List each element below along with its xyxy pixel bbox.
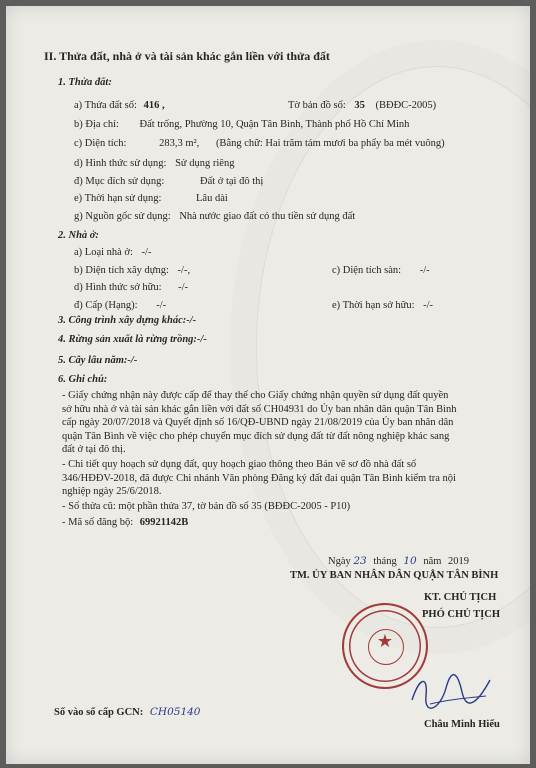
grade-label: đ) Cấp (Hạng): bbox=[74, 300, 138, 311]
build-area-value: -/-, bbox=[177, 265, 191, 276]
floor-area-label: c) Diện tích sàn: bbox=[332, 265, 402, 276]
notes-paragraph-3 bbox=[62, 500, 350, 514]
note-line: 346/HĐĐV-2018, đã được Chi nhánh Văn phòng Đăng ký đất đai quận Tân Bình kiểm tra nội bbox=[62, 472, 456, 484]
book-code-value: 69921142B bbox=[139, 517, 189, 528]
note-line: quận Tân Bình về việc cho phép chuyển mục đích sử dụng đất từ đất nông nghiệp khác sang bbox=[62, 430, 450, 442]
ownership-row bbox=[74, 281, 188, 294]
note-line: đất ở tại đô thị. bbox=[62, 444, 126, 455]
forest-heading: 4. Rừng sản xuất là rừng trồng:-/- bbox=[58, 334, 207, 345]
issue-date-row bbox=[328, 555, 469, 568]
ownership-term-value: -/- bbox=[423, 300, 434, 311]
house-type-row bbox=[74, 246, 151, 259]
parcel-value: 416 , bbox=[143, 100, 165, 111]
map-value: 35 bbox=[354, 100, 365, 111]
note-line: - Số thửa cũ: một phần thửa 37, tờ bản đồ số 35 (BĐĐC-2005 - P10) bbox=[62, 501, 351, 512]
signer-role-2: PHÓ CHỦ TỊCH bbox=[422, 609, 500, 620]
watermark-emblem bbox=[256, 66, 530, 628]
area-row bbox=[74, 137, 445, 150]
purpose-row bbox=[74, 175, 264, 188]
build-area-row bbox=[74, 264, 190, 277]
ownership-label: d) Hình thức sở hữu: bbox=[74, 282, 162, 293]
house-type-value: -/- bbox=[141, 247, 152, 258]
origin-row bbox=[74, 210, 355, 223]
address-label: b) Địa chỉ: bbox=[74, 119, 119, 130]
address-row bbox=[74, 118, 409, 131]
certificate-page bbox=[6, 6, 530, 764]
land-parcel-row bbox=[74, 99, 165, 112]
purpose-value: Đất ở tại đô thị bbox=[200, 176, 264, 187]
grade-value: -/- bbox=[156, 300, 167, 311]
register-number-row bbox=[54, 706, 200, 719]
section-title: II. Thửa đất, nhà ở và tài sản khác gắn liền với thửa đất bbox=[44, 49, 330, 63]
ownership-value: -/- bbox=[178, 282, 189, 293]
use-form-row bbox=[74, 157, 234, 170]
grade-row bbox=[74, 299, 166, 312]
term-label: e) Thời hạn sử dụng: bbox=[74, 193, 162, 204]
term-row bbox=[74, 192, 228, 205]
floor-area-row bbox=[332, 264, 430, 277]
use-form-value: Sử dụng riêng bbox=[175, 158, 235, 169]
floor-area-value: -/- bbox=[419, 265, 430, 276]
address-value: Đất trống, Phường 10, Quận Tân Bình, Thành phố Hồ Chí Minh bbox=[139, 119, 410, 130]
origin-label: g) Nguồn gốc sử dụng: bbox=[74, 211, 171, 222]
map-sheet-row bbox=[288, 99, 436, 112]
term-value: Lâu dài bbox=[196, 193, 228, 204]
register-label: Số vào sổ cấp GCN: bbox=[54, 707, 144, 718]
notes-paragraph-1 bbox=[62, 389, 457, 457]
handwritten-signature bbox=[406, 666, 494, 716]
origin-value: Nhà nước giao đất có thu tiền sử dụng đất bbox=[179, 211, 356, 222]
ownership-term-label: e) Thời hạn sở hữu: bbox=[332, 300, 415, 311]
note-line: - Giấy chứng nhận này được cấp để thay thế cho Giấy chứng nhận quyền sử dụng đất quyền bbox=[62, 390, 449, 401]
authority-line: TM. ỦY BAN NHÂN DÂN QUẬN TÂN BÌNH bbox=[290, 570, 499, 581]
land-heading: 1. Thửa đất: bbox=[58, 77, 112, 88]
area-label: c) Diện tích: bbox=[74, 138, 127, 149]
note-line: cấp ngày 20/07/2018 và Quyết định số 16/QĐ-UBND ngày 21/08/2019 của Ủy ban nhân dân bbox=[62, 417, 454, 428]
year-label: năm bbox=[423, 556, 442, 567]
ownership-term-row bbox=[332, 299, 433, 312]
area-words: (Bằng chữ: Hai trăm tám mươi ba phẩy ba mét vuông) bbox=[215, 138, 445, 149]
map-code: (BĐĐC-2005) bbox=[375, 100, 437, 111]
day-label: Ngày bbox=[328, 556, 351, 567]
purpose-label: đ) Mục đích sử dụng: bbox=[74, 176, 165, 187]
house-type-label: a) Loại nhà ở: bbox=[74, 247, 133, 258]
note-line: nghiệp ngày 25/6/2018. bbox=[62, 486, 162, 497]
notes-paragraph-2 bbox=[62, 458, 456, 499]
day-value: 23 bbox=[353, 555, 367, 567]
build-area-label: b) Diện tích xây dựng: bbox=[74, 265, 169, 276]
note-line: sở hữu nhà ở và tài sản khác gắn liền với đất số CH04931 do Ủy ban nhân dân quận Tân Bình bbox=[62, 403, 457, 415]
note-line: - Chi tiết quy hoạch sử dụng đất, quy hoạch giao thông theo Bản vẽ sơ đồ nhà đất số bbox=[62, 459, 417, 470]
year-value: 2019 bbox=[448, 556, 470, 567]
issue-book-code-row bbox=[62, 516, 188, 529]
month-value: 10 bbox=[403, 555, 417, 567]
use-form-label: d) Hình thức sử dụng: bbox=[74, 158, 167, 169]
parcel-label: a) Thửa đất số: bbox=[74, 100, 137, 111]
map-label: Tờ bản đồ số: bbox=[288, 100, 346, 111]
signer-role-1: KT. CHỦ TỊCH bbox=[424, 592, 497, 603]
house-heading: 2. Nhà ở: bbox=[58, 230, 99, 241]
structures-heading: 3. Công trình xây dựng khác:-/- bbox=[58, 315, 197, 326]
notes-heading: 6. Ghi chú: bbox=[58, 374, 108, 385]
register-value: CH05140 bbox=[149, 706, 201, 718]
month-label: tháng bbox=[373, 556, 397, 567]
book-code-label: - Mã số đăng bộ: bbox=[62, 517, 134, 528]
seal-star-icon: ★ bbox=[376, 631, 394, 651]
signer-name: Châu Minh Hiếu bbox=[424, 719, 500, 730]
perennial-heading: 5. Cây lâu năm:-/- bbox=[58, 355, 138, 366]
area-value: 283,3 m², bbox=[159, 138, 200, 149]
